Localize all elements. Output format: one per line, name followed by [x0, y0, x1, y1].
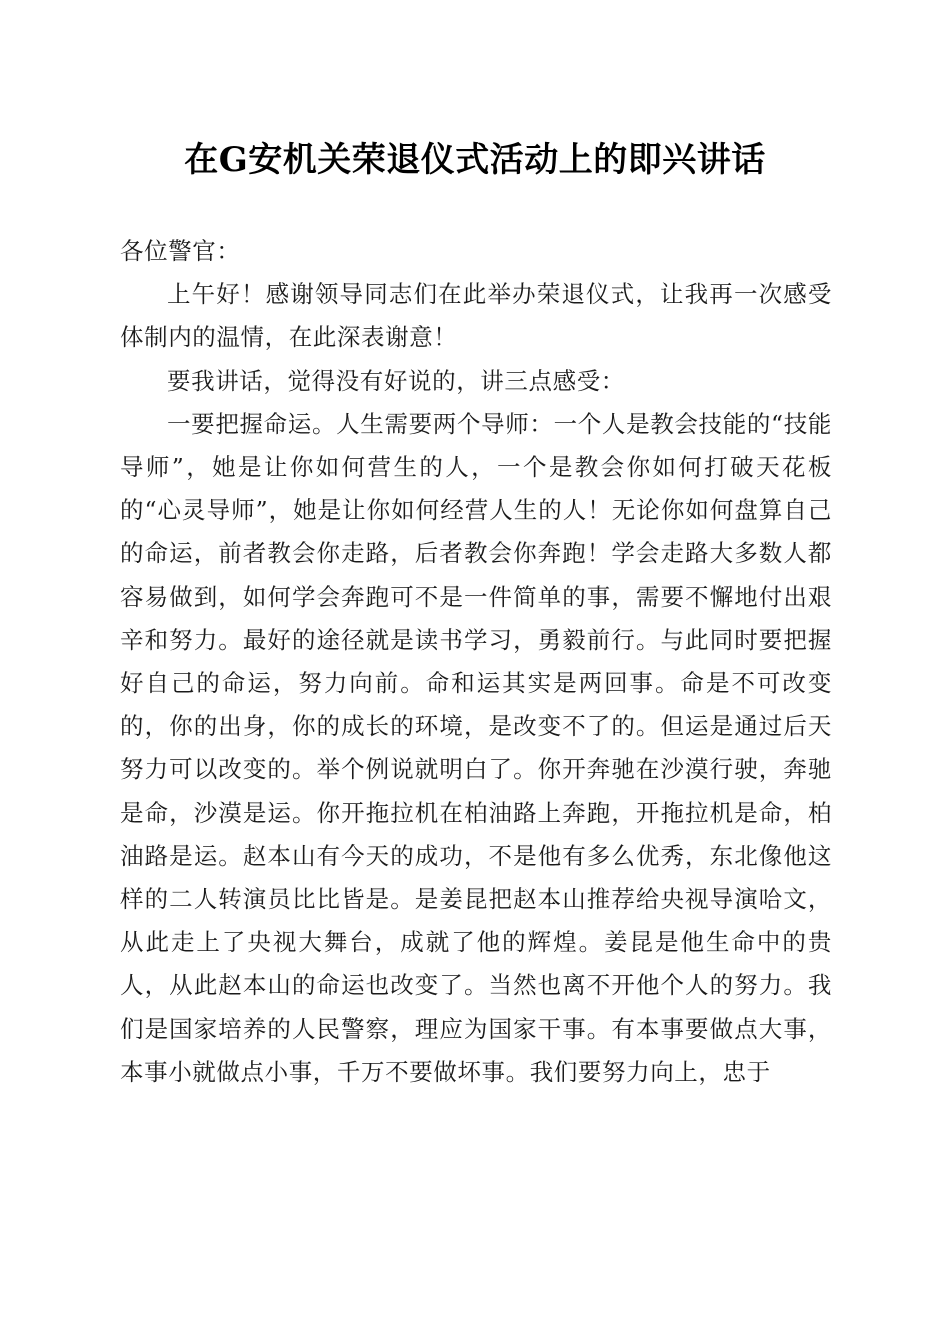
paragraph-point-one: 一要把握命运。人生需要两个导师：一个人是教会技能的“技能导师”，她是让你如何营生的人，一个是教会你如何打破天花板的“心灵导师”，她是让你如何经营人生的人！无论你如何盘算自己的命运，前者教会你走路，后者教会你奔跑！学会走路大多数人都容易做到，如何学会奔跑可不是一件简单的事，需要不懈地付出艰辛和努力。最好的途径就是读书学习，勇毅前行。与此同时要把握好自己的命运，努力向前。命和运其实是两回事。命是不可改变的，你的出身，你的成长的环境，是改变不了的。但运是通过后天努力可以改变的。举个例说就明白了。你开奔驰在沙漠行驶，奔驰是命，沙漠是运。你开拖拉机在柏油路上奔跑，开拖拉机是命，柏油路是运。赵本山有今天的成功，不是他有多么优秀，东北像他这样的二人转演员比比皆是。是姜昆把赵本山推荐给央视导演哈文，从此走上了央视大舞台，成就了他的辉煌。姜昆是他生命中的贵人，从此赵本山的命运也改变了。当然也离不开他个人的努力。我们是国家培养的人民警察，理应为国家干事。有本事要做点大事，本事小就做点小事，千万不要做坏事。我们要努力向上，忠于	[120, 409, 832, 1086]
document-body	[120, 230, 832, 1094]
paragraph-greeting: 上午好！感谢领导同志们在此举办荣退仪式，让我再一次感受体制内的温情，在此深表谢意！	[120, 280, 832, 352]
document-title: 在G安机关荣退仪式活动上的即兴讲话	[184, 140, 766, 180]
paragraph-intro: 要我讲话，觉得没有好说的，讲三点感受：	[167, 366, 625, 395]
salutation: 各位警官：	[120, 237, 241, 265]
